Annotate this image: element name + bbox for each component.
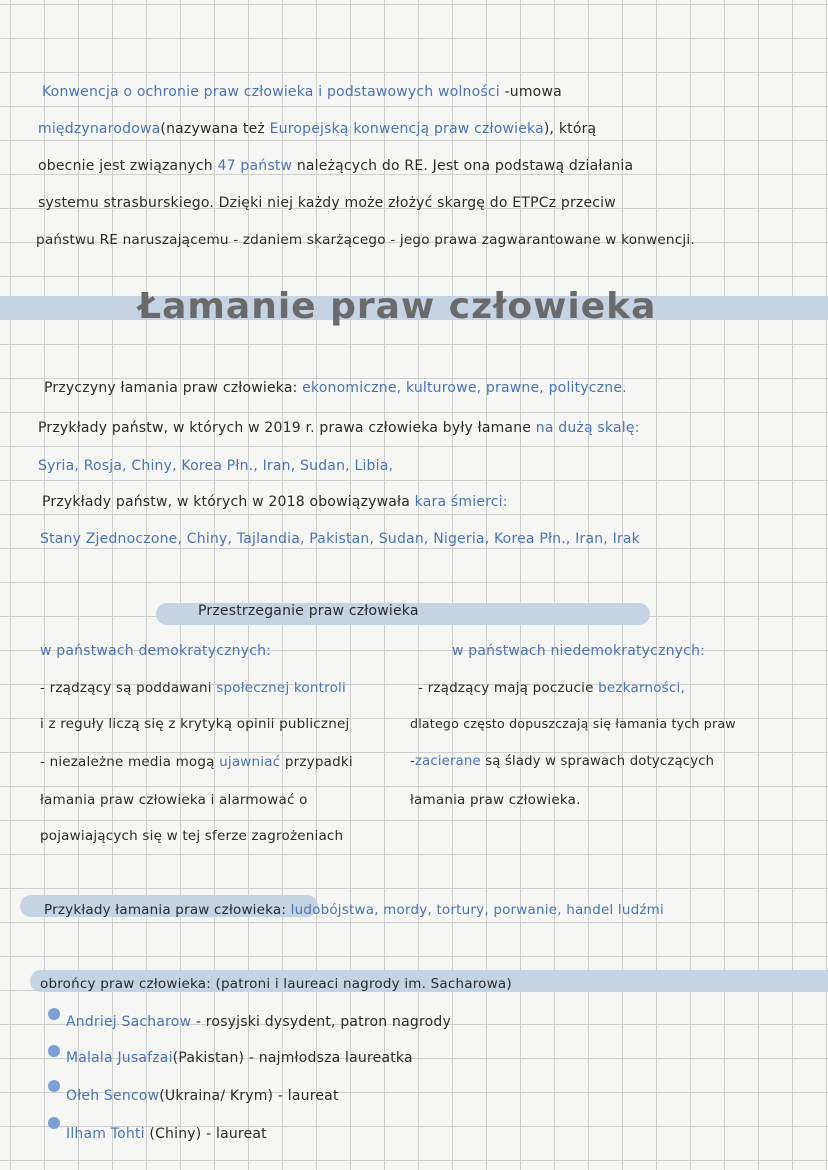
democratic-line-1 — [40, 680, 346, 696]
bullet-icon — [48, 1117, 60, 1129]
undemocratic-line-3 — [410, 754, 714, 769]
undemocratic-text: - rządzący mają poczucie — [418, 680, 594, 696]
intro-text: (nazywana też — [160, 121, 265, 137]
intro-text: ), którą — [543, 121, 597, 137]
causes-label: Przyczyny łamania praw człowieka: — [44, 380, 298, 396]
democratic-text: przypadki — [284, 754, 353, 770]
causes-line — [44, 380, 627, 396]
convention-name: Konwencja o ochronie praw człowieka i podstawowych wolności — [42, 84, 500, 100]
death-penalty-countries: Stany Zjednoczone, Chiny, Tajlandia, Pakistan, Sudan, Nigeria, Korea Płn., Iran, Irak — [40, 531, 640, 547]
defender-desc: (Ukraina/ Krym) - laureat — [159, 1088, 339, 1104]
undemocratic-highlight: bezkarności, — [598, 680, 685, 696]
undemocratic-heading: w państwach niedemokratycznych: — [452, 643, 706, 659]
intro-line-4: systemu strasburskiego. Dzięki niej każdy może złożyć skargę do ETPCz przeciw — [38, 195, 616, 211]
democratic-line-2: i z reguły liczą się z krytyką opinii publicznej — [40, 716, 350, 732]
democratic-highlight: społecznej kontroli — [216, 680, 346, 696]
defender-name: Ołeh Sencow — [66, 1088, 160, 1104]
defender-name: Ilham Tohti — [66, 1126, 145, 1142]
examples-value: ludobójstwa, mordy, tortury, porwanie, handel ludźmi — [290, 902, 664, 918]
bullet-icon — [48, 1080, 60, 1092]
large-scale-countries: Syria, Rosja, Chiny, Korea Płn., Iran, Sudan, Libia, — [38, 458, 394, 474]
death-penalty-highlight: kara śmierci: — [414, 494, 508, 510]
undemocratic-highlight: zacierane — [414, 754, 481, 769]
democratic-text: - rządzący są poddawani — [40, 680, 212, 696]
undemocratic-text: - — [410, 754, 415, 769]
undemocratic-line-2: dlatego często dopuszczają się łamania tych praw — [410, 716, 736, 731]
bullet-icon — [48, 1008, 60, 1020]
defenders-heading: obrońcy praw człowieka: (patroni i laureaci nagrody im. Sacharowa) — [40, 976, 512, 992]
observance-heading: Przestrzeganie praw człowieka — [198, 603, 419, 619]
undemocratic-text: są ślady w sprawach dotyczących — [485, 754, 715, 769]
examples-label: Przykłady łamania praw człowieka: — [44, 902, 287, 918]
undemocratic-line-4: łamania praw człowieka. — [410, 792, 581, 808]
intro-text: -umowa — [504, 84, 562, 100]
bullet-icon — [48, 1045, 60, 1057]
intro-highlight: 47 państw — [217, 158, 293, 174]
intro-line-3 — [38, 158, 633, 174]
defender-desc: (Pakistan) - najmłodsza laureatka — [172, 1050, 413, 1066]
page-title: Łamanie praw człowieka — [138, 286, 657, 327]
democratic-heading: w państwach demokratycznych: — [40, 643, 272, 659]
intro-text: obecnie jest związanych — [38, 158, 213, 174]
democratic-line-4: łamania praw człowieka i alarmować o — [40, 792, 308, 808]
defender-desc: (Chiny) - laureat — [149, 1126, 267, 1142]
democratic-line-3 — [40, 754, 353, 770]
intro-line-5: państwu RE naruszającemu - zdaniem skarżącego - jego prawa zagwarantowane w konwencji. — [36, 232, 695, 248]
democratic-line-5: pojawiających się w tej sferze zagrożeniach — [40, 828, 344, 844]
defender-name: Andriej Sacharow — [66, 1014, 192, 1030]
defender-desc: - rosyjski dysydent, patron nagrody — [195, 1014, 451, 1030]
intro-line-1 — [42, 84, 562, 100]
examples-line — [44, 902, 664, 918]
democratic-highlight: ujawniać — [219, 754, 281, 770]
causes-list: ekonomiczne, kulturowe, prawne, polityczne. — [302, 380, 627, 396]
death-penalty-line — [42, 494, 508, 510]
large-scale-highlight: na dużą skalę: — [535, 420, 640, 436]
intro-text: należących do RE. Jest ona podstawą działania — [296, 158, 634, 174]
undemocratic-line-1 — [418, 680, 685, 696]
large-scale-line — [38, 420, 640, 436]
democratic-text: - niezależne media mogą — [40, 754, 215, 770]
intro-highlight: Europejską konwencją praw człowieka — [269, 121, 544, 137]
intro-highlight: międzynarodowa — [38, 121, 161, 137]
intro-line-2 — [38, 121, 596, 137]
death-penalty-label: Przykłady państw, w których w 2018 obowiązywała — [42, 494, 411, 510]
defender-name: Malala Jusafzai — [66, 1050, 173, 1066]
large-scale-label: Przykłady państw, w których w 2019 r. prawa człowieka były łamane — [38, 420, 532, 436]
